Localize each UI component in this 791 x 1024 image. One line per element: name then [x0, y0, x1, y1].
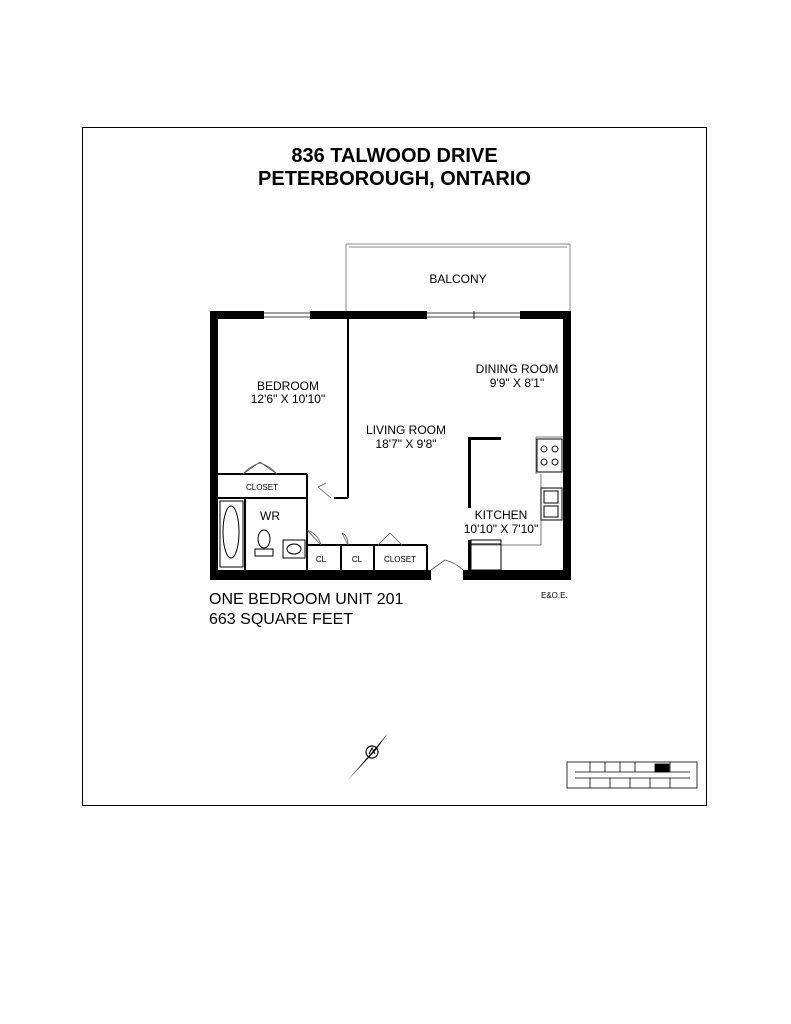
- address-line-1: 836 TALWOOD DRIVE: [291, 145, 498, 167]
- fridge-icon: [471, 540, 501, 570]
- dining-room-label: DINING ROOM: [475, 362, 559, 376]
- closet-cl-2-label: CL: [351, 555, 363, 564]
- kitchen-label: KITCHEN: [474, 508, 528, 522]
- living-room-size: 18'7" X 9'8": [375, 437, 437, 451]
- balcony-label: BALCONY: [429, 272, 487, 286]
- address-line-2: PETERBOROUGH, ONTARIO: [258, 168, 531, 190]
- sink-icon: [283, 540, 305, 558]
- unit-name: ONE BEDROOM UNIT 201: [209, 591, 404, 608]
- bedroom-label: BEDROOM: [256, 379, 320, 393]
- kitchen-sink-icon: [541, 488, 562, 520]
- north-arrow-icon: [347, 733, 388, 781]
- hall-closet-label: CLOSET: [383, 555, 417, 564]
- kitchen-size: 10'10" X 7'10": [463, 522, 539, 536]
- stove-icon: [537, 439, 562, 472]
- living-room-label: LIVING ROOM: [365, 423, 447, 437]
- bedroom-size: 12'6" X 10'10": [250, 392, 326, 406]
- disclaimer: E&O.E.: [541, 591, 568, 600]
- unit-area: 663 SQUARE FEET: [209, 611, 354, 628]
- closet-cl-1-label: CL: [315, 555, 327, 564]
- kitchen-wall: [468, 437, 501, 570]
- bedroom-closet-label: CLOSET: [245, 483, 279, 492]
- washroom-label: WR: [260, 509, 280, 523]
- bathtub-icon: [220, 501, 243, 567]
- building-keyplan-icon: [567, 762, 697, 788]
- dining-room-size: 9'9" X 8'1": [489, 376, 545, 390]
- toilet-icon: [255, 530, 273, 556]
